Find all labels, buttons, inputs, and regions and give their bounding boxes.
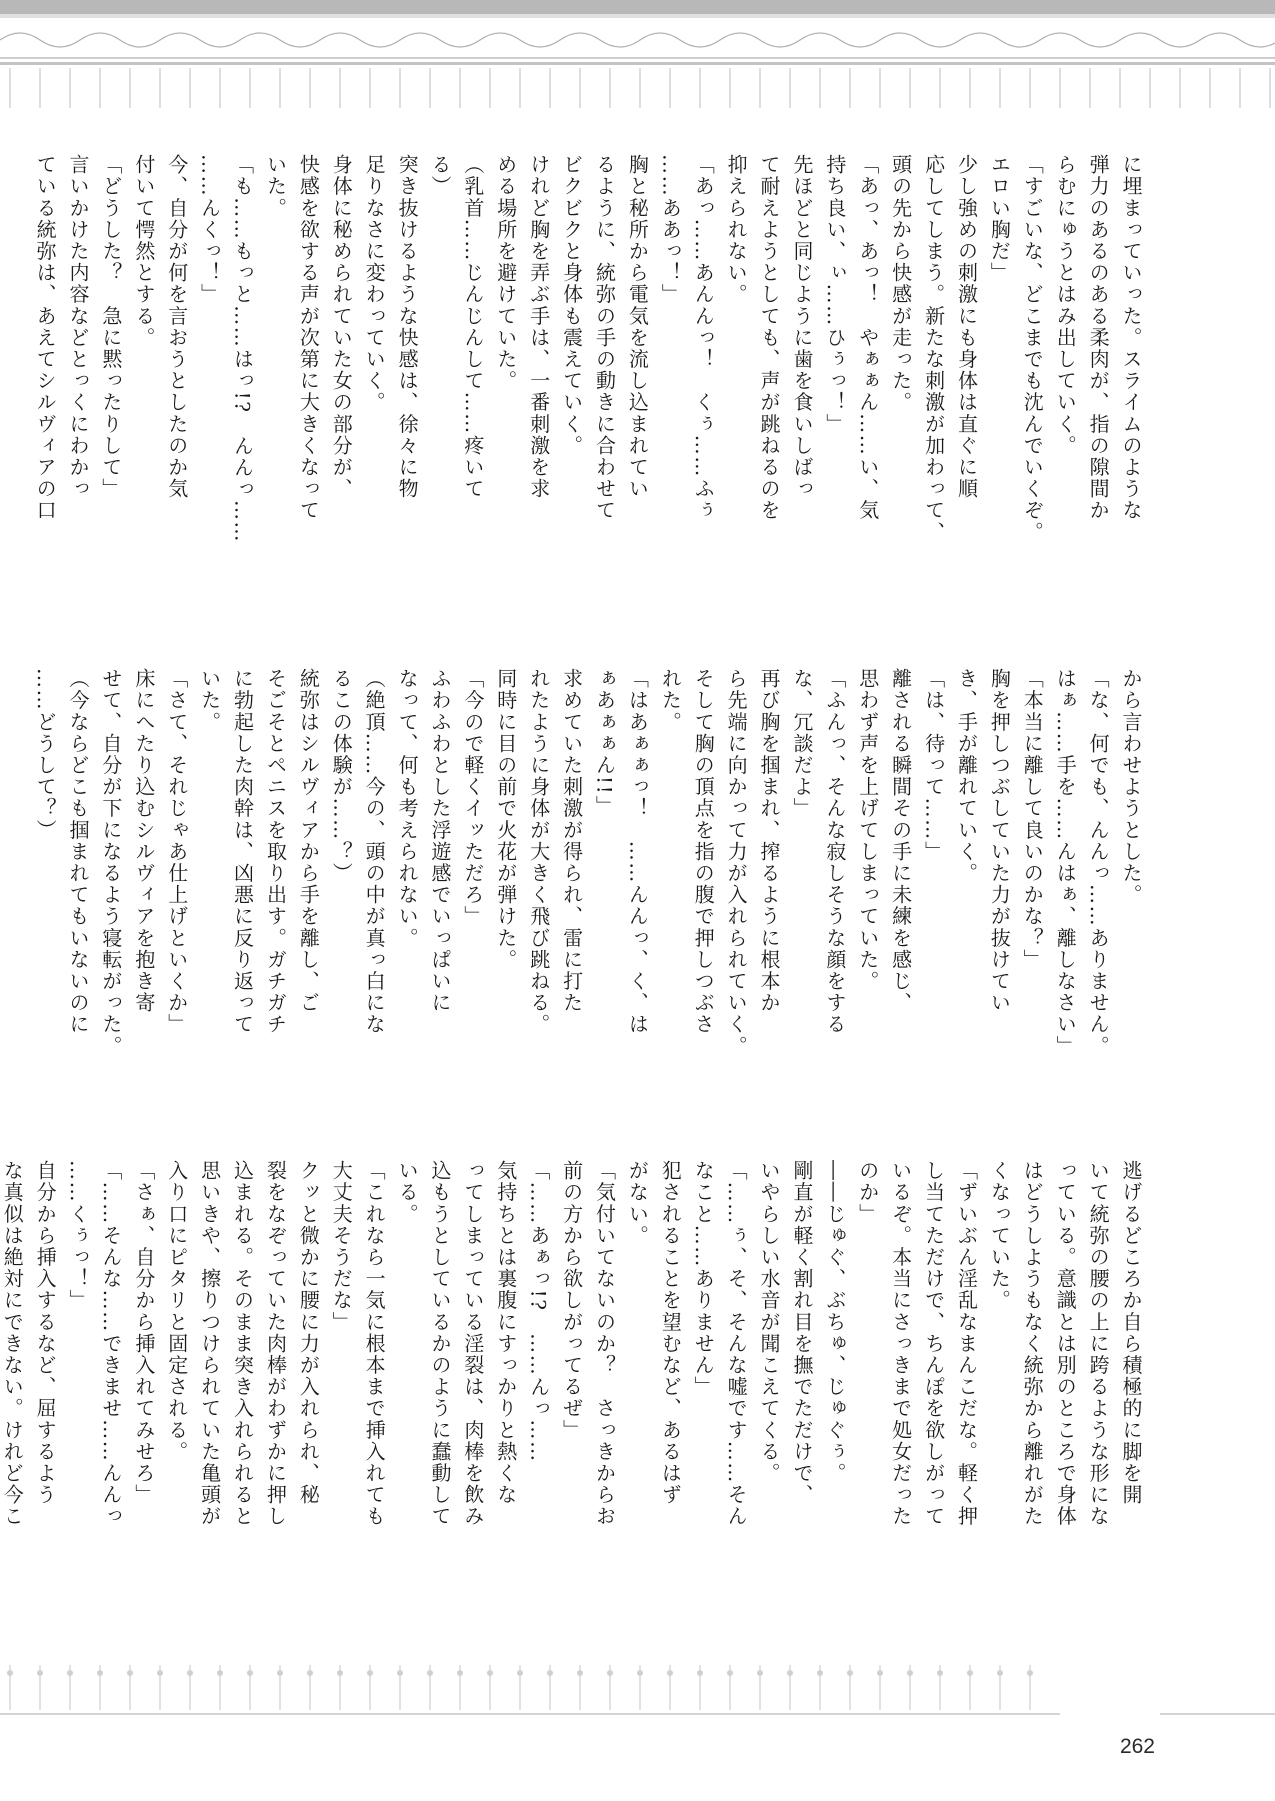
text-line: いる。 [395, 1160, 420, 1225]
text-line: っている。意識とは別のところで身体 [1053, 1160, 1078, 1528]
text-line: ……くぅっ！」 [66, 1160, 90, 1312]
text-line: いて統弥の腰の上に跨るような形にな [1086, 1160, 1111, 1528]
text-line: 「今ので軽くイッただろ」 [460, 668, 485, 928]
text-line: らむにゅうとはみ出していく。 [1053, 154, 1078, 457]
text-line: 「本当に離して良いのかな？」 [1020, 668, 1045, 971]
text-line: 気持ちとは裏腹にすっかりと熱くな [493, 1160, 518, 1506]
text-line: （今ならどこも掴まれてもいないのに [66, 668, 90, 1036]
text-line: （絶頂……今の、頭の中が真っ白にな [362, 668, 387, 1036]
text-line: 大丈夫そうだな」 [329, 1160, 354, 1333]
text-line: はぁ……手を……んはぁ、離しなさい」 [1053, 668, 1078, 1057]
text-line: 自分から挿入するなど、屈するよう [33, 1160, 58, 1506]
page-number: 262 [1119, 1735, 1155, 1758]
text-line: 「あっ、あっ！ やぁぁん……い、気 [855, 154, 880, 522]
text-line: 統弥はシルヴィアから手を離し、ご [296, 668, 321, 1014]
text-line: れたように身体が大きく飛び跳ねる。 [526, 668, 551, 1036]
text-line: 少し強めの刺激にも身体は直ぐに順 [954, 154, 979, 500]
text-line: 裂をなぞっていた肉棒がわずかに押し [263, 1160, 288, 1528]
text-line: けれど胸を弄ぶ手は、一番刺激を求 [526, 154, 551, 500]
text-line: 付いて愕然とする。 [131, 154, 156, 349]
text-line: いた。 [263, 154, 288, 219]
text-line: 離される瞬間その手に未練を感じ、 [888, 668, 913, 1014]
text-line: 胸を押しつぶしていた力が抜けてい [987, 668, 1012, 1014]
text-line: 「……そんな……できませ……んんっ [98, 1160, 123, 1528]
text-line: 先ほどと同じように歯を食いしばっ [789, 154, 814, 500]
text-line: るように、統弥の手の動きに合わせて [592, 154, 617, 522]
text-line: そして胸の頂点を指の腹で押しつぶさ [691, 668, 716, 1036]
text-line: 込まれる。そのまま突き入れられると [230, 1160, 255, 1528]
text-line: 抑えられない。 [724, 154, 749, 306]
text-line: ってしまっている淫裂は、肉棒を飲み [460, 1160, 485, 1528]
text-line: るこの体験が……？） [329, 668, 354, 884]
text-line: 今、自分が何を言おうとしたのか気 [164, 154, 189, 500]
text-line: 「すごいな、どこまでも沈んでいくぞ。 [1020, 154, 1045, 543]
text-line: ……んくっ！」 [197, 154, 222, 306]
text-line: に埋まっていった。スライムのような [1119, 154, 1143, 522]
text-line: いやらしい水音が聞こえてくる。 [757, 1160, 782, 1484]
text-line: 「は、待って……」 [921, 668, 946, 863]
text-line: 同時に目の前で火花が弾けた。 [493, 668, 518, 971]
text-line: 持ち良い、ぃ……ひぅっ！」 [822, 154, 847, 435]
text-line: （乳首……じんじんして……疼いて [460, 154, 485, 500]
text-line: 身体に秘められていた女の部分が、 [329, 154, 354, 500]
text-line: 込もうとしているかのように蠢動して [427, 1160, 452, 1528]
text-line: から言わせようとした。 [1119, 668, 1143, 906]
text-line: 「さぁ、自分から挿入れてみせろ」 [131, 1160, 156, 1506]
text-line: 犯されることを望むなど、あるはず [658, 1160, 683, 1506]
text-line: る） [427, 154, 452, 198]
text-line: ふわふわとした浮遊感でいっぱいに [427, 668, 452, 1014]
text-line: なって、何も考えられない。 [395, 668, 420, 949]
text-line: がない。 [625, 1160, 650, 1247]
text-line: 剛直が軽く割れ目を撫でただけで、 [789, 1160, 814, 1506]
text-line: な、冗談だよ」 [789, 668, 814, 820]
text-line: 求めていた刺激が得られ、雷に打た [559, 668, 584, 1014]
text-line: エロい胸だ」 [987, 154, 1012, 284]
text-line: 再び胸を掴まれ、搾るように根本か [757, 668, 782, 1014]
text-line: くなっていた。 [987, 1160, 1012, 1312]
text-line: に勃起した肉幹は、凶悪に反り返って [230, 668, 255, 1036]
text-line: ぁあぁぁん!!」 [592, 668, 617, 817]
text-line: 「な、何でも、んんっ……ありません。 [1086, 668, 1111, 1057]
text-line: 足りなさに変わっていく。 [362, 154, 387, 414]
text-line: 入り口にピタリと固定される。 [164, 1160, 189, 1463]
text-line: はどうしようもなく統弥から離れがた [1020, 1160, 1045, 1528]
text-line: クッと微かに腰に力が入れられ、秘 [296, 1160, 321, 1506]
text-line: 「はあぁぁっ！ ……んんっ、く、は [625, 668, 650, 1036]
text-line: ……ああっ！」 [658, 154, 683, 306]
text-line: 頭の先から快感が走った。 [888, 154, 913, 414]
text-line: のか」 [855, 1160, 880, 1225]
text-tier-1 [33, 154, 1147, 674]
text-line: 「も……もっと……はっ!? んんっ…… [230, 154, 255, 544]
text-line: 応してしまう。新たな刺激が加わって、 [921, 154, 946, 543]
text-line: 「ふんっ、そんな寂しそうな顔をする [822, 668, 847, 1036]
text-line: 「どうした？ 急に黙ったりして」 [98, 154, 123, 500]
text-line: て耐えようとしても、声が跳ねるのを [757, 154, 782, 522]
text-line: ビクビクと身体も震えていく。 [559, 154, 584, 457]
text-line: 「あっ……あんんっ！ くぅ……ふぅ [691, 154, 716, 522]
text-line: ……どうして？） [33, 668, 58, 841]
text-line: 「……ぅ、そ、そんな嘘です……そん [724, 1160, 749, 1528]
text-line: なこと……ありません」 [691, 1160, 716, 1398]
text-line: 「これなら一気に根本まで挿入れても [362, 1160, 387, 1528]
decorative-top-border [0, 0, 1275, 120]
text-line: 思わず声を上げてしまっていた。 [855, 668, 880, 992]
text-line: 「……あぁっ!? ……んっ…… [526, 1160, 551, 1463]
text-line: し当てただけで、ちんぽを欲しがって [921, 1160, 946, 1528]
text-line: いた。 [197, 668, 222, 733]
text-line: き、手が離れていく。 [954, 668, 979, 884]
text-line: せて、自分が下になるよう寝転がった。 [98, 668, 123, 1057]
text-line: ――じゅぐ、ぶちゅ、じゅぐぅ。 [822, 1160, 847, 1484]
text-line: な真似は絶対にできない。けれど今こ [0, 1160, 25, 1528]
text-line: そごそとペニスを取り出す。ガチガチ [263, 668, 288, 1036]
text-line: 突き抜けるような快感は、徐々に物 [395, 154, 420, 500]
text-line: 前の方から欲しがってるぜ」 [559, 1160, 584, 1441]
text-line: 「気付いてないのか？ さっきからお [592, 1160, 617, 1528]
text-line: 「さて、それじゃあ仕上げといくか」 [164, 668, 189, 1036]
text-line: 「ずいぶん淫乱なまんこだな。軽く押 [954, 1160, 979, 1528]
text-line: ら先端に向かって力が入れられていく。 [724, 668, 749, 1057]
text-line: ている統弥は、あえてシルヴィアの口 [33, 154, 58, 522]
text-line: める場所を避けていた。 [493, 154, 518, 392]
text-line: 床にへたり込むシルヴィアを抱き寄 [131, 668, 156, 1014]
text-tier-2 [33, 668, 1147, 1188]
text-line: 胸と秘所から電気を流し込まれてい [625, 154, 650, 500]
text-line: 弾力のあるのある柔肉が、指の隙間か [1086, 154, 1111, 522]
text-line: 言いかけた内容などとっくにわかっ [66, 154, 90, 500]
text-line: 逃げるどころか自ら積極的に脚を開 [1119, 1160, 1143, 1506]
text-line: いるぞ。本当にさっきまで処女だった [888, 1160, 913, 1528]
text-tier-3 [0, 1160, 1147, 1680]
text-line: 快感を欲する声が次第に大きくなって [296, 154, 321, 522]
text-line: 思いきや、擦りつけられていた亀頭が [197, 1160, 222, 1528]
text-line: れた。 [658, 668, 683, 733]
